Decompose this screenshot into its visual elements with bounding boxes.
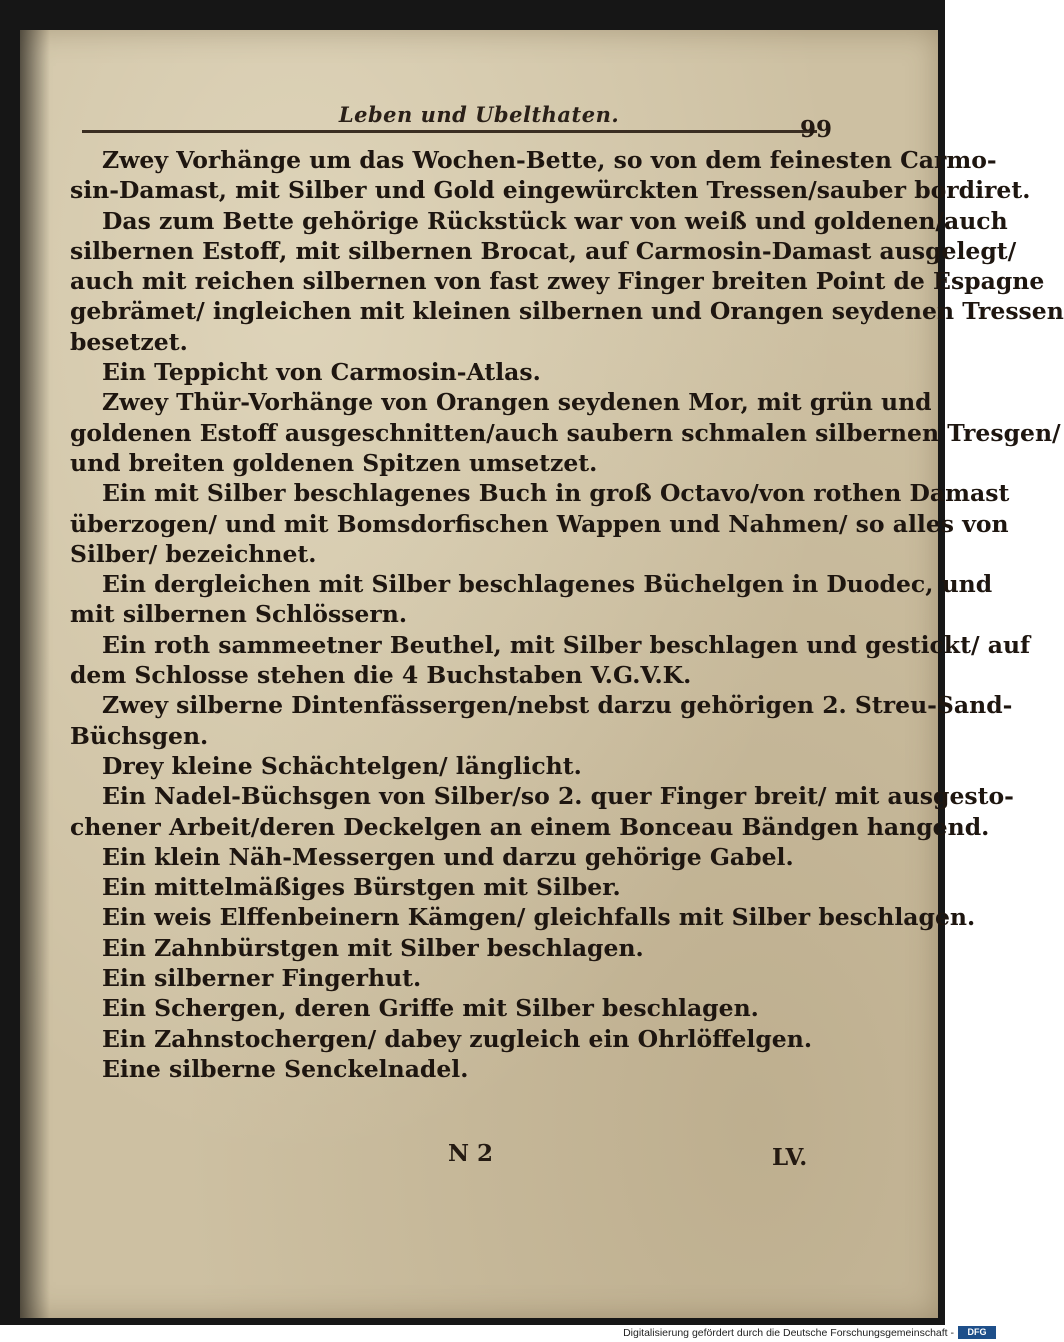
text-line: Zwey silberne Dintenfässergen/nebst darzu gehörigen 2. Streu-Sand- (102, 691, 1013, 720)
text-line: Silber/ bezeichnet. (70, 539, 317, 568)
text-line: Ein mit Silber beschlagenes Buch in groß Octavo/von rothen Damast (102, 479, 1010, 508)
signature-mark: N 2 (448, 1140, 494, 1167)
text-line: Ein silberner Fingerhut. (102, 964, 422, 993)
running-head: Leben und Ubelthaten. (338, 102, 620, 127)
page-number: 99 (800, 116, 833, 143)
book-page (20, 30, 1064, 1318)
text-line: Büchsgen. (70, 721, 209, 750)
body-text (70, 145, 1064, 1084)
text-line: sin-Damast, mit Silber und Gold eingewürckten Tressen/sauber bordiret. (70, 176, 1031, 205)
text-line: Zwey Thür-Vorhänge von Orangen seydenen Mor, mit grün und (102, 388, 932, 417)
text-line: Das zum Bette gehörige Rückstück war von weiß und goldenen/auch (102, 206, 1008, 235)
header-rule (82, 130, 817, 133)
text-line: Eine silberne Senckelnadel. (102, 1054, 469, 1083)
text-line: Ein mittelmäßiges Bürstgen mit Silber. (102, 873, 621, 902)
text-line: Ein dergleichen mit Silber beschlagenes Büchelgen in Duodec, und (102, 570, 993, 599)
text-line: Ein Zahnbürstgen mit Silber beschlagen. (102, 933, 644, 962)
text-line: Ein roth sammeetner Beuthel, mit Silber beschlagen und gestickt/ auf (102, 630, 1031, 659)
text-line: gebrämet/ ingleichen mit kleinen silbernen und Orangen seydenen Tressen (70, 297, 1064, 326)
digitization-credit: Digitalisierung gefördert durch die Deutsche Forschungsgemeinschaft - (623, 1327, 954, 1339)
text-line: Ein Nadel-Büchsgen von Silber/so 2. quer Finger breit/ mit ausgesto- (102, 782, 1014, 811)
text-line: goldenen Estoff ausgeschnitten/auch saubern schmalen silbernen Tresgen/ (70, 418, 1061, 447)
text-line: überzogen/ und mit Bomsdorfischen Wappen und Nahmen/ so alles von (70, 509, 1009, 538)
text-line: Ein weis Elffenbeinern Kämgen/ gleichfalls mit Silber beschlagen. (102, 903, 976, 932)
dfg-logo: DFG (958, 1326, 996, 1339)
text-line: Ein klein Näh-Messergen und darzu gehörige Gabel. (102, 842, 794, 871)
text-line: mit silbernen Schlössern. (70, 600, 408, 629)
text-line: dem Schlosse stehen die 4 Buchstaben V.G.V.K. (70, 661, 692, 690)
text-line: Ein Zahnstochergen/ dabey zugleich ein Ohrlöffelgen. (102, 1024, 813, 1053)
text-line: besetzet. (70, 327, 188, 356)
text-line: auch mit reichen silbernen von fast zwey Finger breiten Point de Espagne (70, 267, 1045, 296)
text-line: chener Arbeit/deren Deckelgen an einem Bonceau Bändgen hangend. (70, 812, 990, 841)
text-line: silbernen Estoff, mit silbernen Brocat, auf Carmosin-Damast ausgelegt/ (70, 236, 1017, 265)
text-line: Ein Schergen, deren Griffe mit Silber beschlagen. (102, 994, 759, 1023)
text-line: Drey kleine Schächtelgen/ länglicht. (102, 751, 582, 780)
text-line: und breiten goldenen Spitzen umsetzet. (70, 448, 598, 477)
gutter-shadow (20, 30, 50, 1318)
text-line: Ein Teppicht von Carmosin-Atlas. (102, 358, 541, 387)
text-line: Zwey Vorhänge um das Wochen-Bette, so von dem feinesten Carmo- (102, 146, 997, 174)
catchword: LV. (772, 1144, 808, 1171)
